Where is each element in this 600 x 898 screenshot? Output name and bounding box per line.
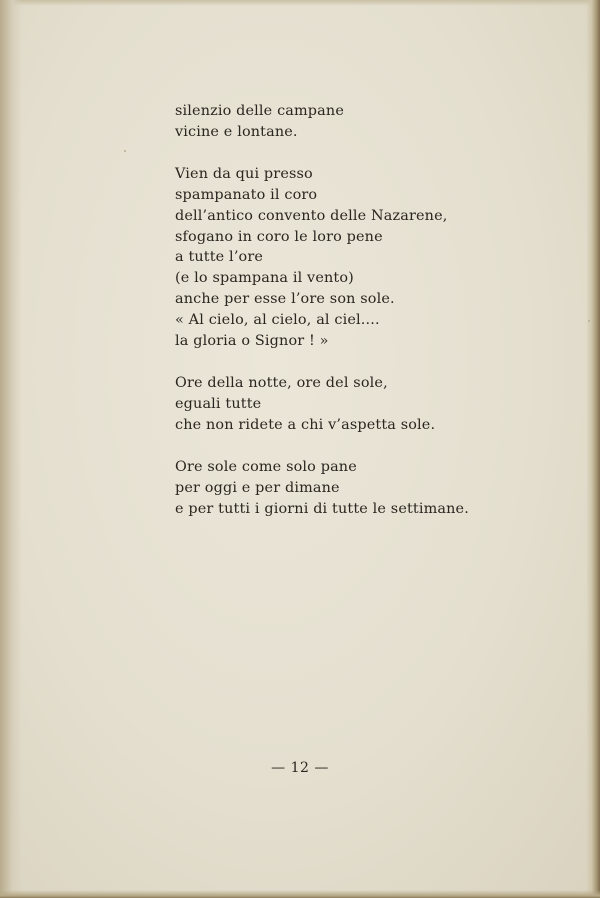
stanza-3 [175, 373, 555, 436]
poem-text [175, 101, 555, 519]
poem-line: che non ridete a chi v’aspetta sole. [175, 416, 436, 433]
poem-line: per oggi e per dimane [175, 479, 340, 496]
poem-line: Vien da qui presso [175, 165, 313, 182]
poem-line: spampanato il coro [175, 186, 318, 203]
poem-line: (e lo spampana il vento) [175, 270, 354, 287]
poem-line: dell’antico convento delle Nazarene, [175, 207, 448, 224]
stanza-1 [175, 101, 555, 143]
poem-line: silenzio delle campane [175, 103, 344, 119]
paper-speck [588, 320, 590, 322]
poem-line: a tutte l’ore [175, 249, 264, 266]
poem-line: Ore sole come solo pane [175, 458, 357, 475]
page-bottom-edge [0, 890, 600, 898]
poem-line: sfogano in coro le loro pene [175, 228, 383, 245]
page-top-edge [0, 0, 600, 6]
stanza-2 [175, 164, 555, 352]
stanza-4 [175, 457, 555, 520]
page-number: — 12 — [271, 760, 329, 776]
poem-line: anche per esse l’ore son sole. [175, 291, 395, 308]
poem-line: Ore della notte, ore del sole, [175, 374, 388, 391]
poem-line: e per tutti i giorni di tutte le settimane. [175, 500, 469, 517]
poem-line: vicine e lontane. [175, 123, 298, 140]
poem-line: « Al cielo, al cielo, al ciel.... [175, 312, 380, 329]
paper-speck [124, 150, 126, 152]
poem-line: eguali tutte [175, 395, 262, 412]
poem-line: la gloria o Signor ! » [175, 333, 329, 350]
